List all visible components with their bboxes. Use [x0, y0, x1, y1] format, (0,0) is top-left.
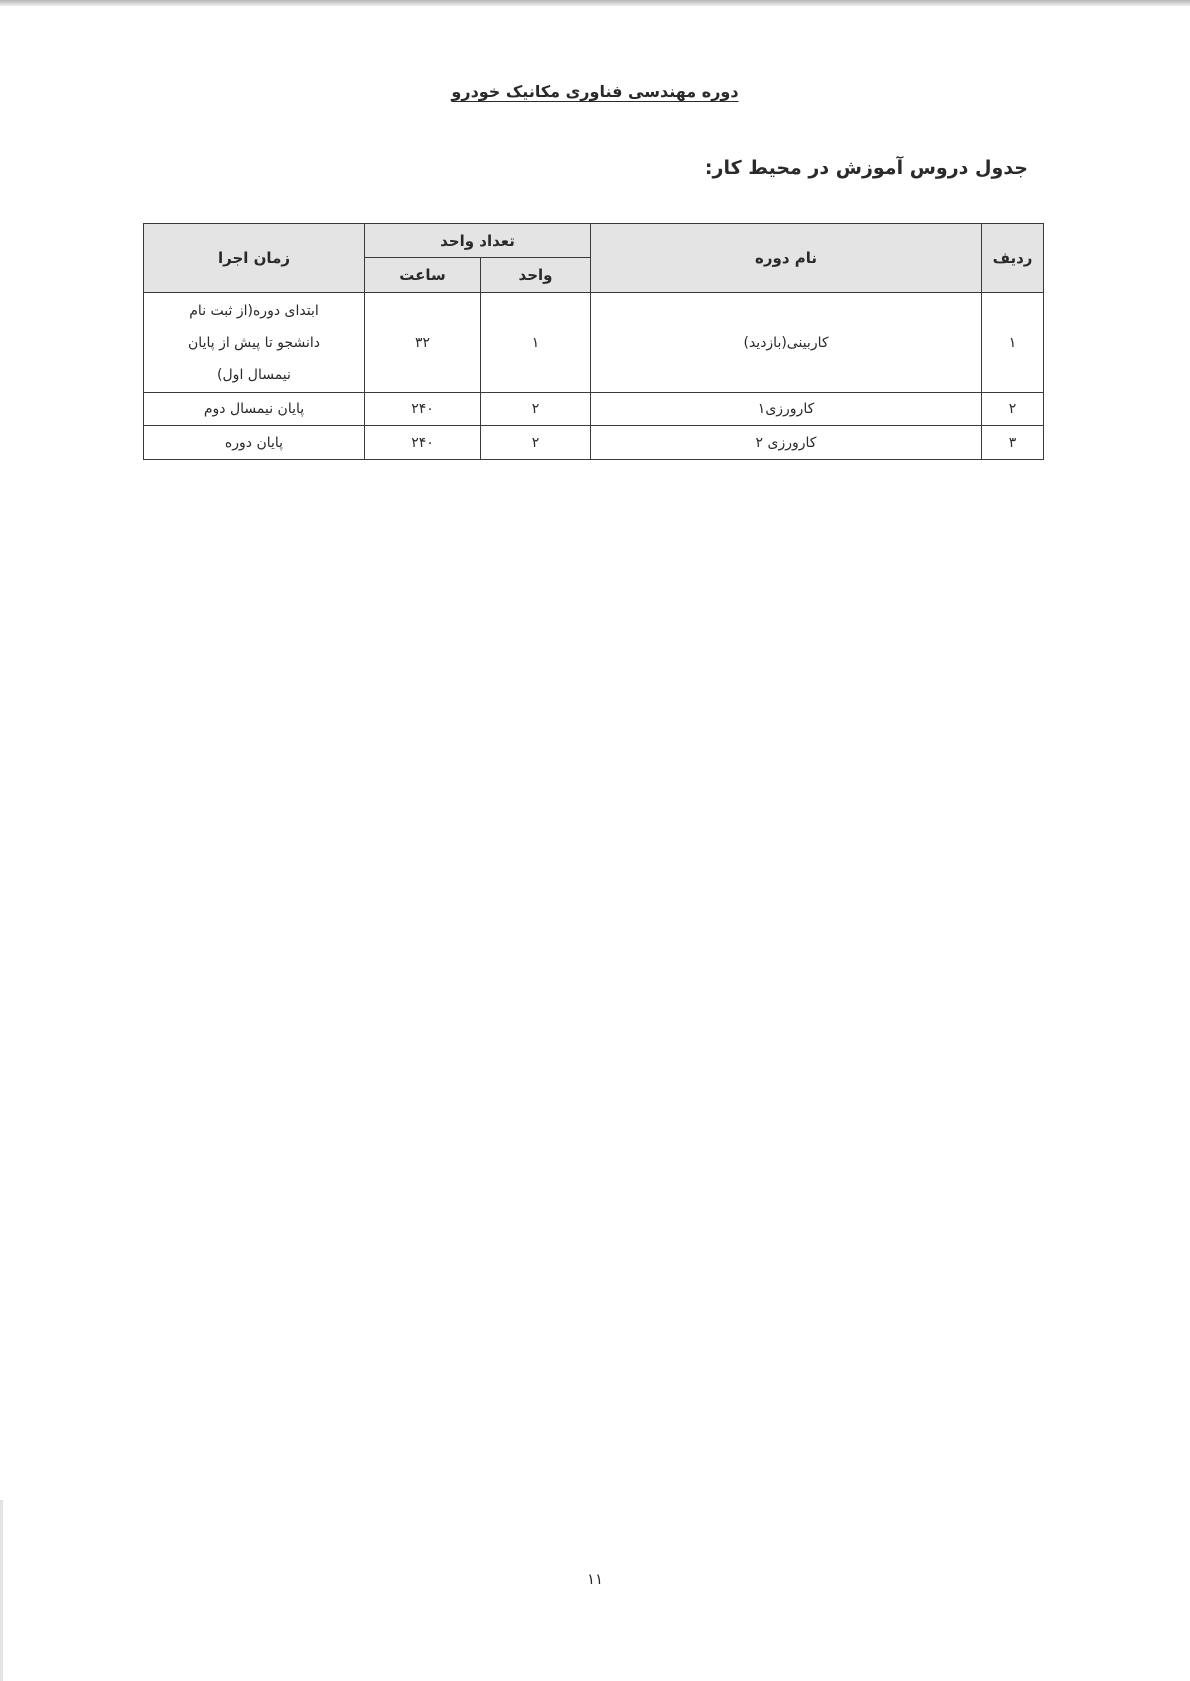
header-course-name: نام دوره	[591, 224, 982, 293]
cell-units: ۲	[481, 426, 591, 460]
cell-schedule-line: نیمسال اول)	[217, 366, 291, 383]
cell-hours: ۳۲	[365, 293, 481, 393]
cell-hours: ۲۴۰	[365, 426, 481, 460]
header-units: واحد	[481, 258, 591, 293]
courses-table	[143, 223, 1044, 460]
header-row-number: ردیف	[982, 224, 1044, 293]
cell-row-number: ۳	[982, 426, 1044, 460]
table-row	[144, 393, 1044, 426]
header-unit-count: تعداد واحد	[365, 224, 591, 258]
cell-schedule-line: دانشجو تا پیش از پایان	[188, 334, 320, 351]
header-schedule: زمان اجرا	[144, 224, 365, 293]
cell-course-name: کارورزی۱	[591, 393, 982, 426]
scan-edge-shadow	[0, 0, 1190, 6]
cell-row-number: ۲	[982, 393, 1044, 426]
section-heading: جدول دروس آموزش در محیط کار:	[704, 157, 1028, 179]
cell-schedule: پایان دوره	[144, 426, 365, 460]
page-number: ۱۱	[586, 1570, 604, 1588]
table-row	[144, 293, 1044, 393]
cell-hours: ۲۴۰	[365, 393, 481, 426]
table-header-row	[144, 224, 1044, 258]
cell-units: ۲	[481, 393, 591, 426]
document-title: دوره مهندسی فناوری مکانیک خودرو	[451, 82, 739, 101]
cell-units: ۱	[481, 293, 591, 393]
table-row	[144, 426, 1044, 460]
cell-row-number: ۱	[982, 293, 1044, 393]
scan-edge-shadow-left	[0, 1500, 3, 1681]
header-hours: ساعت	[365, 258, 481, 293]
cell-schedule	[144, 293, 365, 393]
cell-course-name: کارورزی ۲	[591, 426, 982, 460]
cell-schedule-line: ابتدای دوره(از ثبت نام	[189, 302, 319, 319]
cell-course-name: کاربینی(بازدید)	[591, 293, 982, 393]
cell-schedule: پایان نیمسال دوم	[144, 393, 365, 426]
